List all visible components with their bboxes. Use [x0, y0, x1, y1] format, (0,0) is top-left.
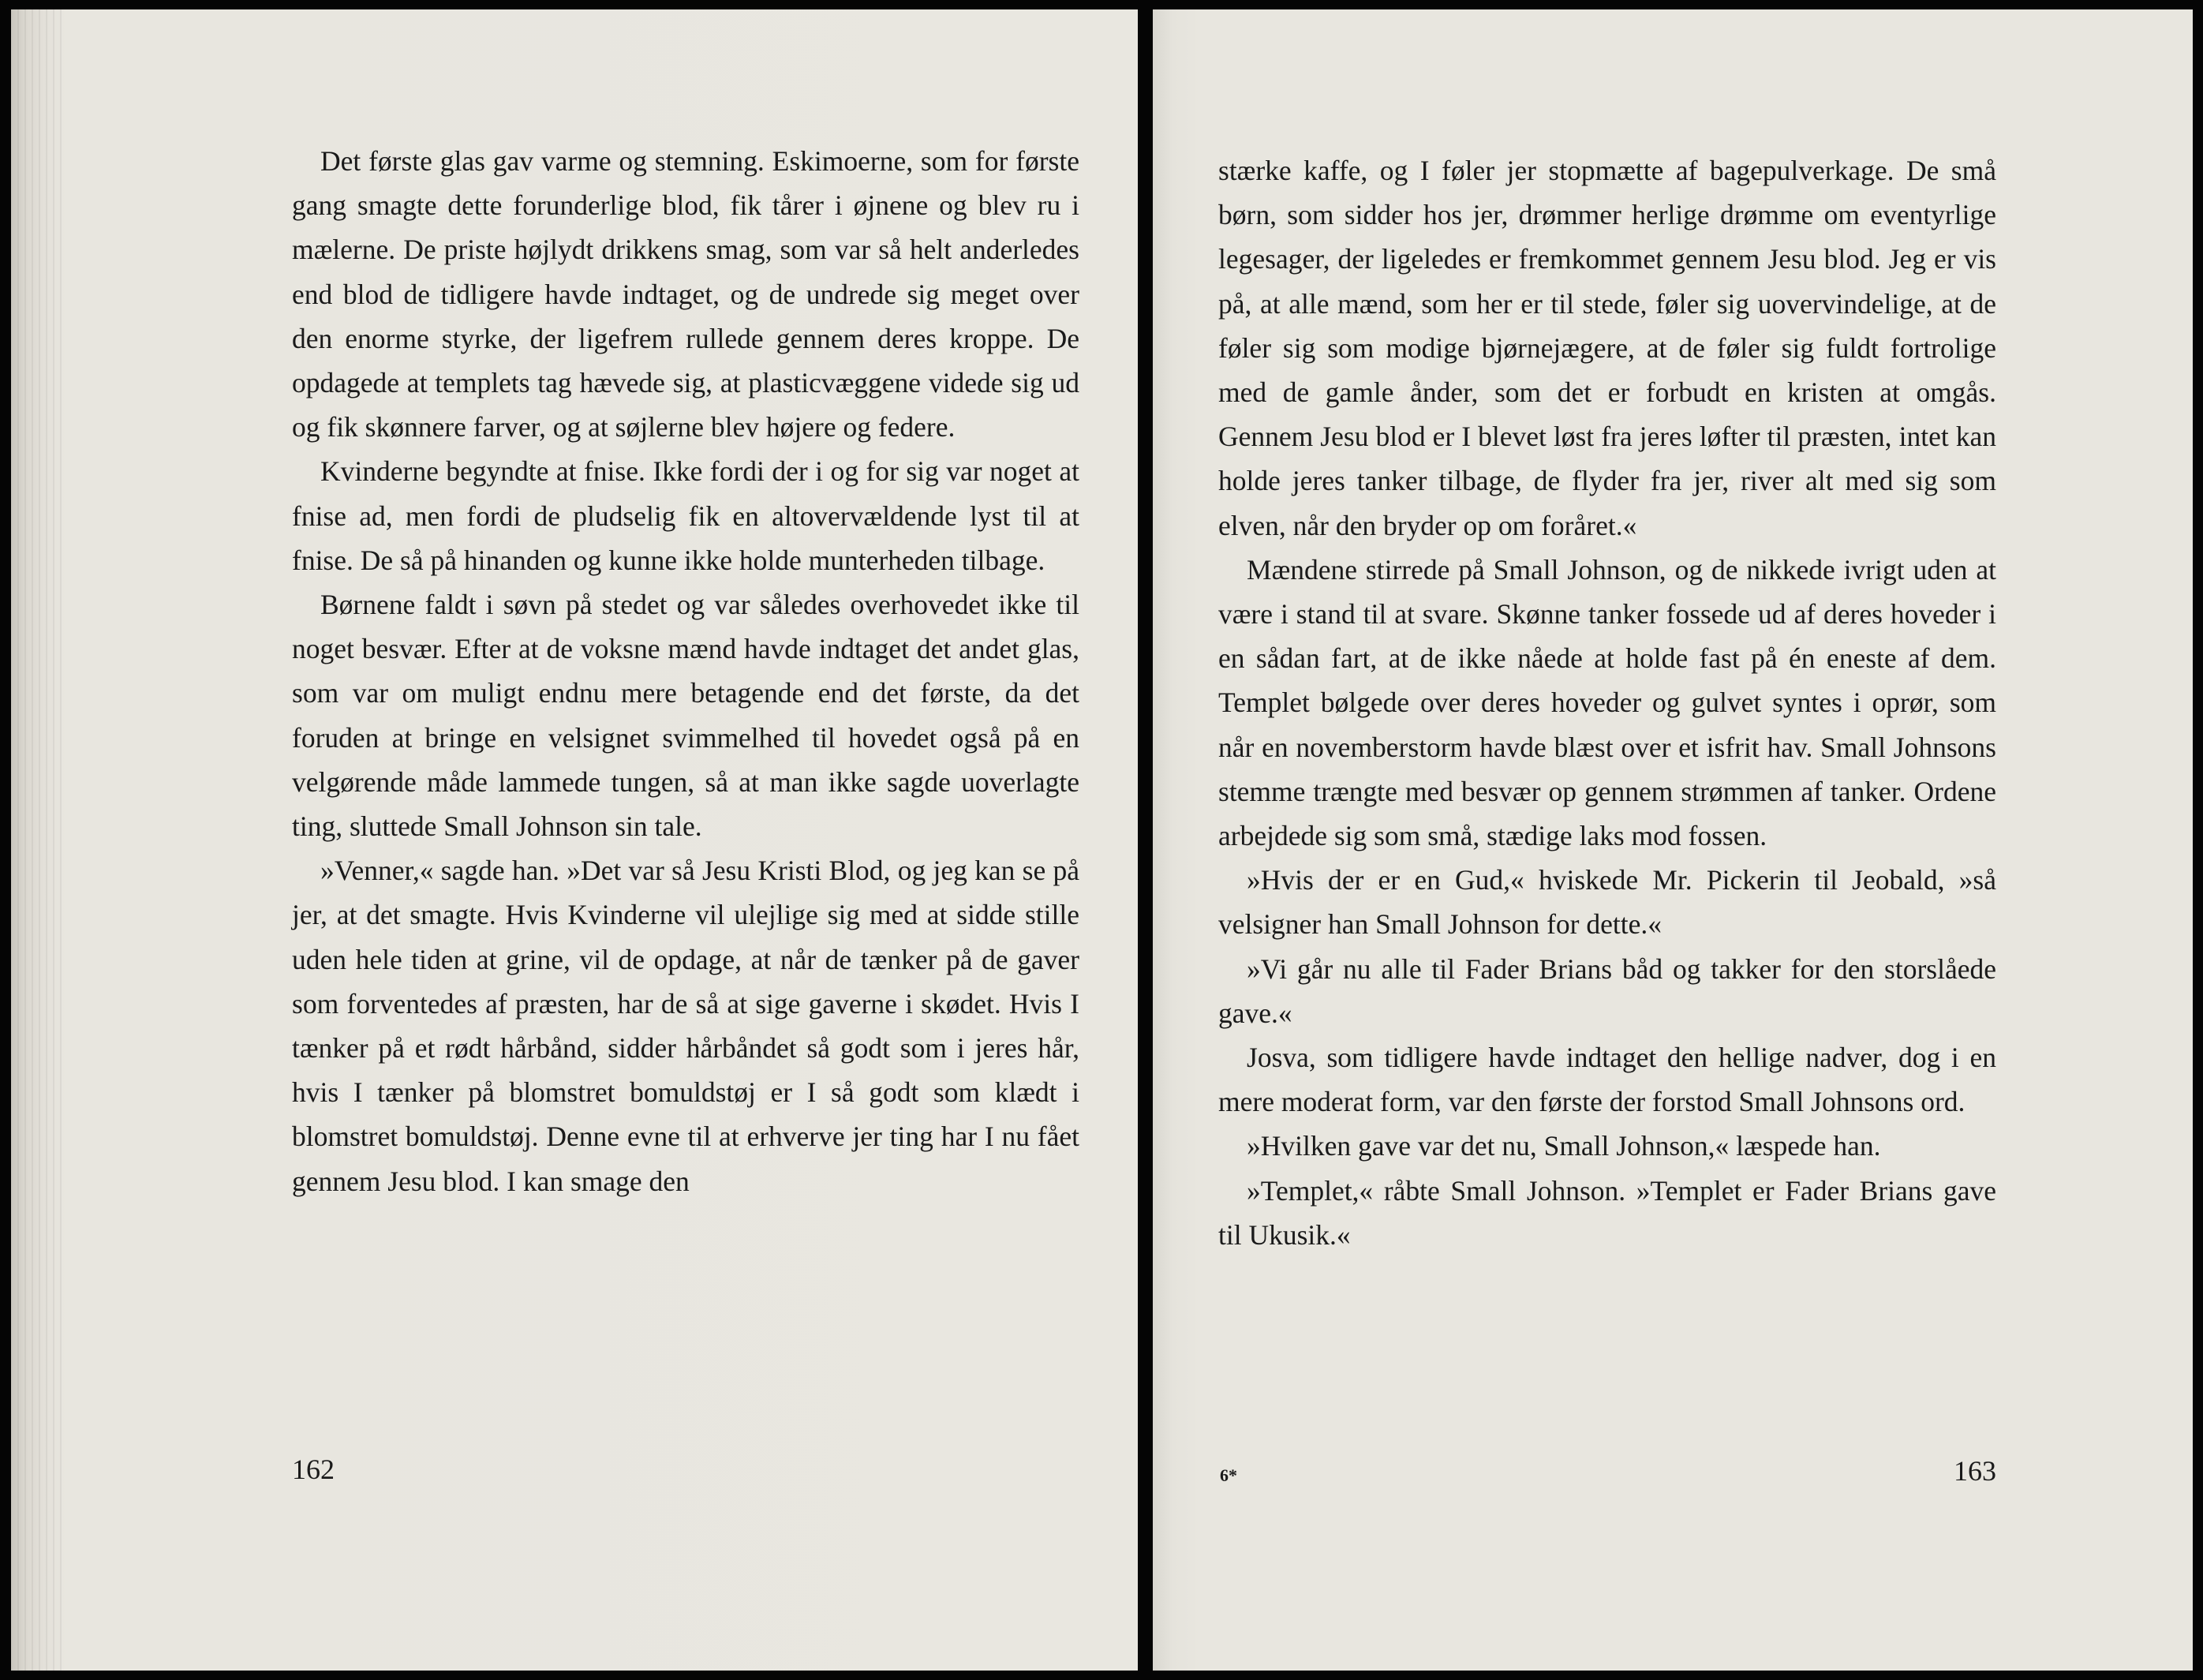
paragraph: »Hvis der er en Gud,« hviskede Mr. Pickerin til Jeobald, »så velsigner han Small Johnson for dette.«	[1218, 864, 1996, 941]
paragraph: Det første glas gav varme og stemning. Eskimoerne, som for første gang smagte dette forunderlige blod, fik tårer i øjnene og blev ru i mælerne. De priste højlydt drikkens smag, som var så helt anderledes end blod de tidligere havde indtaget, og de undrede sig meget over den enorme styrke, der ligefrem rullede gennem deres kroppe. De opdagede at templets tag hævede sig, at plasticvæggene videde sig ud og fik skønnere farver, og at søjlerne blev højere og federe.	[292, 145, 1079, 443]
page-number: 163	[1954, 1455, 1996, 1487]
paragraph: Børnene faldt i søvn på stedet og var således overhovedet ikke til noget besvær. Efter at de voksne mænd havde indtaget det andet glas, som var om muligt endnu mere betagende end det første, da det foruden at bringe en velsignet svimmelhed til hovedet også på en velgørende måde lammede tungen, så at man ikke sagde uoverlagte ting, sluttede Small Johnson sin tale.	[292, 589, 1079, 843]
paragraph: »Venner,« sagde han. »Det var så Jesu Kristi Blod, og jeg kan se på jer, at det smagte. Hvis Kvinderne vil ulejlige sig med at sidde stille uden hele tiden at grine, vil de opdage, at når de tænker på de gaver som forventedes af præsten, har de så at sige gaverne i skødet. Hvis I tænker på et rødt hårbånd, sidder hårbåndet så godt som i jeres hår, hvis I tænker på blomstret bomuldstøj er I så godt som klædt i blomstret bomuldstøj. Denne evne til at erhverve jer ting har I nu fået gennem Jesu blod. I kan smage den	[292, 855, 1079, 1197]
paragraph: »Templet,« råbte Small Johnson. »Templet er Fader Brians gave til Ukusik.«	[1218, 1174, 1996, 1251]
paragraph: Josva, som tidligere havde indtaget den hellige nadver, dog i en mere moderat form, var den første der forstod Small Johnsons ord.	[1218, 1042, 1996, 1118]
paragraph-continuation: stærke kaffe, og I føler jer stopmætte af bagepulverkage. De små børn, som sidder hos jer, drømmer herlige drømme om eventyrlige legesager, der ligeledes er fremkommet gennem Jesu blod. Jeg er vis på, at alle mænd, som her er til stede, føler sig uovervindelige, at de føler sig som modige bjørnejægere, at de føler sig fuldt fortrolige med de gamle ånder, som det er forbudt en kristen at omgås. Gennem Jesu blod er I blevet løst fra jeres løfter til præsten, intet kan holde jeres tanker tilbage, de flyder fra jer, river alt med sig som elven, når den bryder op om foråret.«	[1218, 155, 1996, 541]
right-page-text	[1218, 148, 1996, 1257]
signature-mark: 6*	[1220, 1465, 1237, 1485]
left-page	[11, 9, 1138, 1671]
right-page	[1153, 9, 2193, 1671]
left-page-text	[292, 139, 1079, 1203]
paragraph: Kvinderne begyndte at fnise. Ikke fordi der i og for sig var noget at fnise ad, men fordi de pludselig fik en altovervældende lyst til at fnise. De så på hinanden og kunne ikke holde munterheden tilbage.	[292, 455, 1079, 576]
paragraph: Mændene stirrede på Small Johnson, og de nikkede ivrigt uden at være i stand til at svare. Skønne tanker fossede ud af deres hoveder i en sådan fart, at de ikke nåede at holde fast på én eneste af dem. Templet bølgede over deres hoveder og gulvet syntes i oprør, som når en novemberstorm havde blæst over et isfrit hav. Small Johnsons stemme trængte med besvær op gennem strømmen af tanker. Ordene arbejdede sig som små, stædige laks mod fossen.	[1218, 553, 1996, 852]
page-number: 162	[292, 1454, 335, 1485]
paragraph: »Vi går nu alle til Fader Brians båd og takker for den storslåede gave.«	[1218, 952, 1996, 1029]
paragraph: »Hvilken gave var det nu, Small Johnson,« læspede han.	[1247, 1130, 1881, 1162]
